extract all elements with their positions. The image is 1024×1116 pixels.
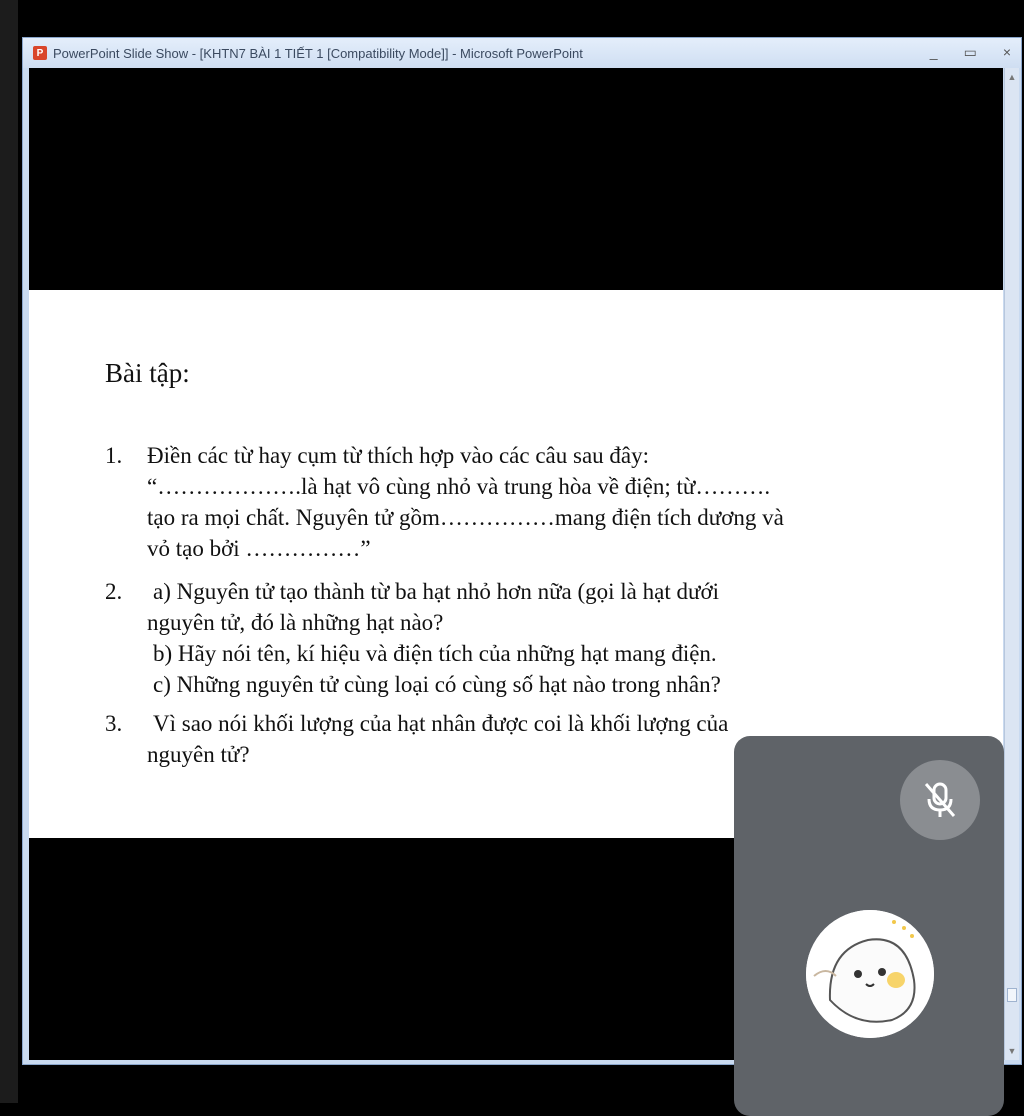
question-1 [105,440,965,564]
question-2 [105,576,965,700]
question-number: 3. [105,711,123,736]
question-line: c) Những nguyên tử cùng loại có cùng số hạt nào trong nhân? [153,672,721,697]
question-line: nguyên tử? [147,742,250,767]
question-line: “……………….là hạt vô cùng nhỏ và trung hòa về điện; từ………. [147,474,771,499]
question-line: Vì sao nói khối lượng của hạt nhân được coi là khối lượng của [153,711,729,736]
scroll-thumb[interactable] [1007,988,1017,1002]
scroll-down-arrow-icon[interactable]: ▼ [1007,1046,1017,1056]
minimize-button[interactable]: _ [929,44,938,60]
slide-heading: Bài tập: [105,358,190,388]
video-call-tile [734,736,1004,1116]
scroll-up-arrow-icon[interactable]: ▲ [1007,72,1017,82]
question-line: b) Hãy nói tên, kí hiệu và điện tích của những hạt mang điện. [153,641,717,666]
question-line: nguyên tử, đó là những hạt nào? [147,610,444,635]
mic-off-icon[interactable] [900,760,980,840]
question-line: vỏ tạo bởi ……………” [147,536,371,561]
maximize-button[interactable]: ▭ [963,44,977,60]
vertical-scrollbar[interactable] [1004,68,1019,1060]
powerpoint-icon: P [33,46,47,60]
question-line: a) Nguyên tử tạo thành từ ba hạt nhỏ hơn nữa (gọi là hạt dưới [153,579,720,604]
question-number: 2. [105,579,123,604]
question-line: Điền các từ hay cụm từ thích hợp vào các câu sau đây: [147,443,650,468]
close-button[interactable]: × [1002,44,1011,60]
cartoon-seal-avatar [806,910,934,1038]
title-bar[interactable] [23,38,1021,68]
window-title: PowerPoint Slide Show - [KHTN7 BÀI 1 TIẾT 1 [Compatibility Mode]] - Microsoft PowerPoint [53,45,583,61]
question-number: 1. [105,443,123,468]
question-line: tạo ra mọi chất. Nguyên tử gồm……………mang điện tích dương và [147,505,784,530]
desktop-edge [0,0,18,1103]
